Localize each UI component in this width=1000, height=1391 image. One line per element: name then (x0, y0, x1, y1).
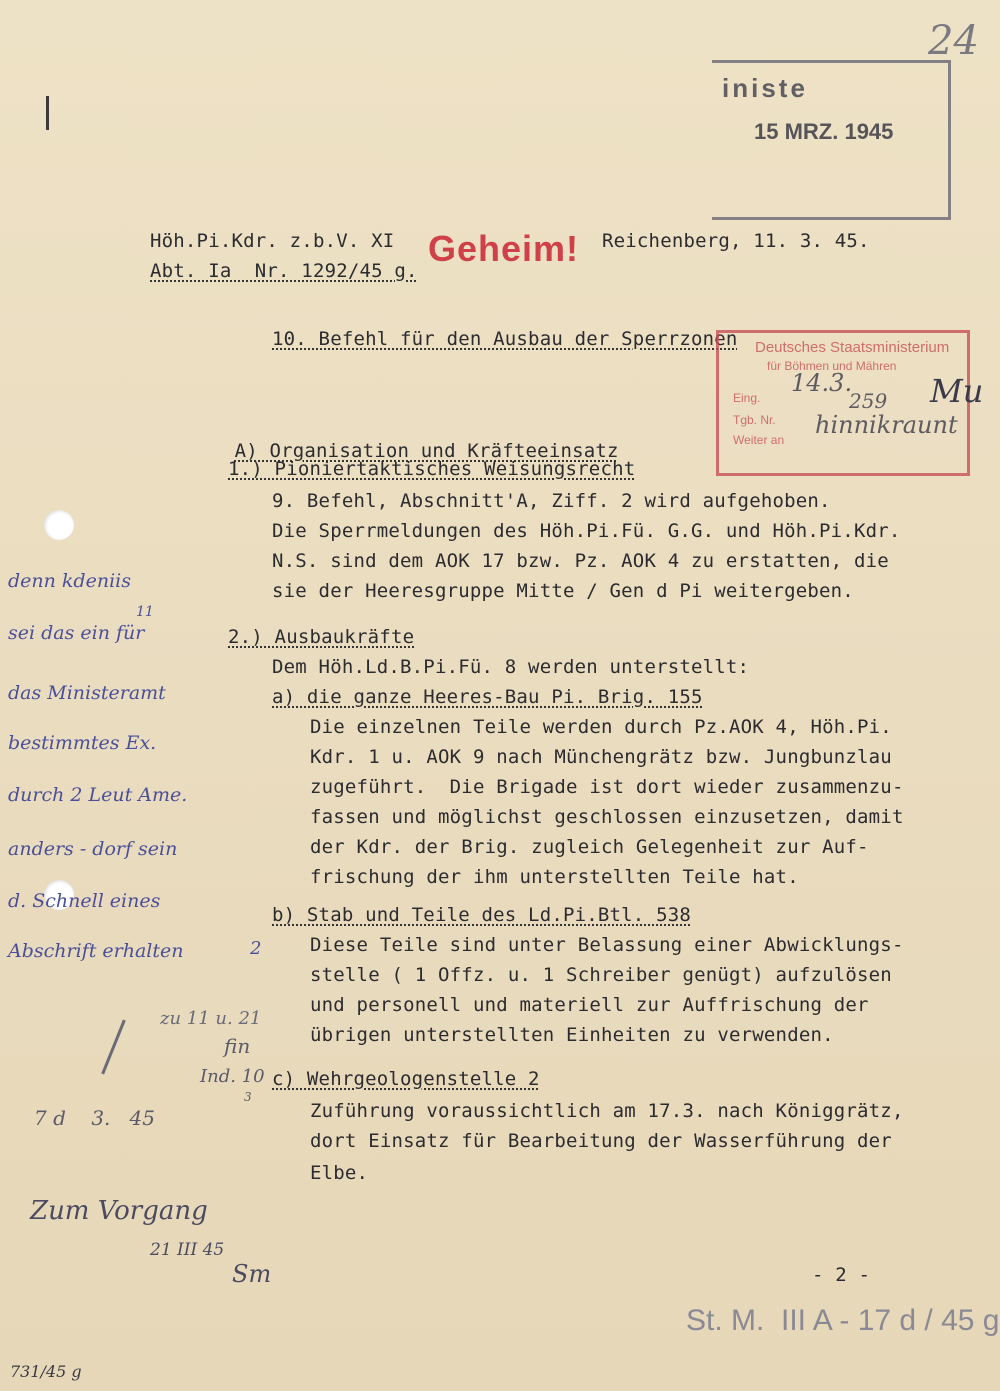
header-place-date: Reichenberg, 11. 3. 45. (602, 230, 870, 252)
item1-line-3: N.S. sind dem AOK 17 bzw. Pz. AOK 4 zu erstatten, die (272, 550, 889, 572)
header-unit: Höh.Pi.Kdr. z.b.V. XI (150, 230, 395, 252)
bottom-stamp: St. M. III A - 17 d / 45 g (686, 1304, 1000, 1337)
punch-hole-upper (44, 510, 74, 540)
pencil-date-note: zu 11 u. 21 (160, 1008, 262, 1029)
item2b-line-2: stelle ( 1 Offz. u. 1 Schreiber genügt) aufzulösen (310, 964, 892, 986)
margin-mark-11: 11 (136, 604, 154, 620)
pencil-stroke (101, 1020, 126, 1075)
item2a-line-5: der Kdr. der Brig. zugleich Gelegenheit zur Auf- (310, 836, 869, 858)
item2-heading: 2.) Ausbaukräfte (228, 626, 415, 648)
item2c-heading: c) Wehrgeologenstelle 2 (272, 1068, 540, 1090)
item2a-line-3: zugeführt. Die Brigade ist dort wieder zusammenzu- (310, 776, 904, 798)
received-stamp-office: iniste (722, 73, 808, 103)
item2a-line-6: frischung der ihm unterstellten Teile hat. (310, 866, 799, 888)
margin-note-8: Abschrift erhalten (8, 940, 184, 962)
ministry-eing-label: Eing. (733, 391, 761, 405)
margin-note-6: anders - dorf sein (8, 838, 178, 860)
item2b-line-3: und personell und materiell zur Auffrischung der (310, 994, 869, 1016)
pencil-sign-date: 21 III 45 (150, 1240, 225, 1260)
pencil-dated: 7 d 3. 45 (34, 1106, 155, 1130)
classification-stamp: Geheim! (428, 228, 580, 269)
margin-note-4: bestimmtes Ex. (8, 732, 157, 754)
ministry-tgb-value: 259 (849, 389, 888, 413)
received-stamp-date: 15 MRZ. 1945 (754, 119, 894, 144)
received-stamp (712, 60, 951, 220)
bottom-left-number: 731/45 g (10, 1362, 82, 1381)
pencil-fin: fin (224, 1034, 251, 1058)
item2b-heading: b) Stab und Teile des Ld.Pi.Btl. 538 (272, 904, 692, 926)
item2c-line-2: dort Einsatz für Bearbeitung der Wasserführung der (310, 1130, 892, 1152)
ministry-stamp-line2: für Böhmen und Mähren (767, 359, 897, 373)
pencil-zum-vorgang: Zum Vorgang (30, 1196, 208, 1226)
order-title: 10. Befehl für den Ausbau der Sperrzonen (272, 328, 738, 350)
page-footer: - 2 - (812, 1264, 871, 1286)
margin-tick (46, 96, 49, 130)
pencil-initials: Sm (232, 1260, 272, 1288)
item2c-line-3: Elbe. (310, 1162, 369, 1184)
ministry-weiter-label: Weiter an (733, 433, 785, 447)
item2c-line-1: Zuführung voraussichtlich am 17.3. nach Königgrätz, (310, 1100, 904, 1122)
ministry-initials: Mu (930, 372, 984, 410)
margin-note-7: d. Schnell eines (8, 890, 161, 912)
margin-note-2: sei das ein für (8, 622, 145, 644)
ministry-stamp-line1: Deutsches Staatsministerium (755, 339, 950, 356)
pencil-frac: 3 (244, 1090, 252, 1104)
ministry-weiter-value: hinnikraunt (815, 411, 958, 439)
item2a-heading: a) die ganze Heeres-Bau Pi. Brig. 155 (272, 686, 703, 708)
item1-heading: 1.) Pioniertaktisches Weisungsrecht (228, 458, 636, 480)
margin-note-1: denn kdeniis (8, 570, 131, 592)
item2b-line-4: übrigen unterstellten Einheiten zu verwenden. (310, 1024, 834, 1046)
ministry-tgb-label: Tgb. Nr. (733, 413, 776, 427)
item1-line-1: 9. Befehl, Abschnitt'A, Ziff. 2 wird aufgehoben. (272, 490, 831, 512)
header-dept-number: Abt. Ia Nr. 1292/45 g. (150, 260, 418, 282)
item2a-line-1: Die einzelnen Teile werden durch Pz.AOK 4, Höh.Pi. (310, 716, 892, 738)
margin-note-5: durch 2 Leut Ame. (8, 784, 188, 806)
page-number-pencil: 24 (928, 18, 979, 64)
ministry-eing-value: 14.3. (791, 369, 853, 397)
margin-mark-2a: 2 (250, 938, 262, 959)
item2b-line-1: Diese Teile sind unter Belassung einer Abwicklungs- (310, 934, 904, 956)
item2-intro: Dem Höh.Ld.B.Pi.Fü. 8 werden unterstellt: (272, 656, 750, 678)
item1-line-4: sie der Heeresgruppe Mitte / Gen d Pi weitergeben. (272, 580, 854, 602)
section-a-text: A) Organisation und Kräfteeinsatz (234, 440, 619, 462)
margin-note-3: das Ministeramt (8, 682, 166, 704)
pencil-ind: Ind. 10 (200, 1066, 265, 1087)
item2a-line-4: fassen und möglichst geschlossen einzusetzen, damit (310, 806, 904, 828)
item2a-line-2: Kdr. 1 u. AOK 9 nach Münchengrätz bzw. Jungbunzlau (310, 746, 892, 768)
item1-line-2: Die Sperrmeldungen des Höh.Pi.Fü. G.G. und Höh.Pi.Kdr. (272, 520, 901, 542)
